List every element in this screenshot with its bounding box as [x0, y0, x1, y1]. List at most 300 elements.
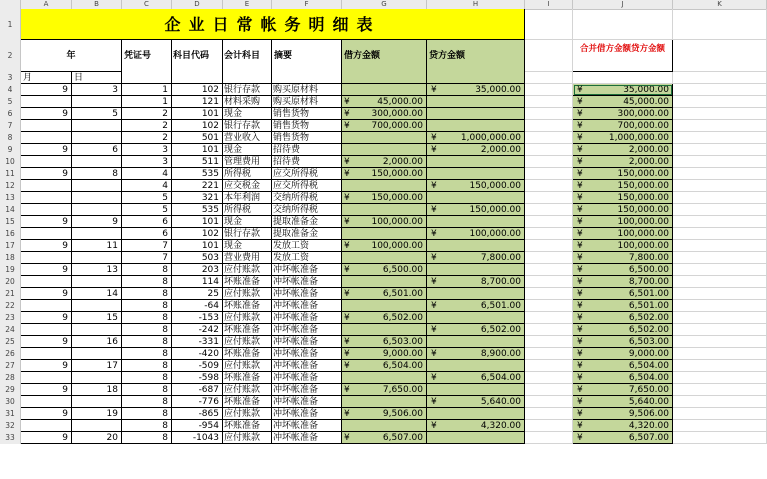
row-header-23[interactable]: 23 — [0, 312, 21, 324]
cell-voucher[interactable]: 4 — [122, 180, 172, 192]
cell-code[interactable]: -598 — [172, 372, 223, 384]
cell-credit[interactable] — [427, 276, 525, 288]
cell-debit[interactable] — [342, 204, 427, 216]
cell-credit[interactable] — [427, 360, 525, 372]
cell-i-header[interactable] — [525, 72, 573, 84]
cell-i[interactable] — [525, 348, 573, 360]
cell-month[interactable] — [21, 396, 72, 408]
cell-debit[interactable] — [342, 144, 427, 156]
cell-month[interactable] — [21, 156, 72, 168]
cell-voucher[interactable]: 7 — [122, 252, 172, 264]
cell-account[interactable]: 营业收入 — [223, 132, 272, 144]
cell-month[interactable] — [21, 324, 72, 336]
cell-summary[interactable]: 冲坏帐准备 — [272, 384, 342, 396]
cell-k[interactable] — [673, 216, 767, 228]
cell-account[interactable]: 所得税 — [223, 204, 272, 216]
cell-summary[interactable]: 冲坏帐准备 — [272, 348, 342, 360]
cell-summary[interactable]: 冲坏帐准备 — [272, 396, 342, 408]
cell-month[interactable]: 9 — [21, 84, 72, 96]
cell-month[interactable] — [21, 276, 72, 288]
cell-month[interactable]: 9 — [21, 264, 72, 276]
cell-debit[interactable] — [342, 276, 427, 288]
cell-k[interactable] — [673, 312, 767, 324]
cell-day[interactable] — [72, 156, 122, 168]
cell-k[interactable] — [673, 108, 767, 120]
cell-merged-result[interactable] — [573, 336, 673, 348]
cell-summary[interactable]: 冲坏帐准备 — [272, 432, 342, 444]
cell-account[interactable]: 应付账款 — [223, 336, 272, 348]
cell-i[interactable] — [525, 96, 573, 108]
cell-i[interactable] — [525, 312, 573, 324]
cell-credit[interactable] — [427, 288, 525, 300]
cell-account[interactable]: 应付账款 — [223, 432, 272, 444]
row-header-19[interactable]: 19 — [0, 264, 21, 276]
row-header-26[interactable]: 26 — [0, 348, 21, 360]
cell-debit[interactable] — [342, 300, 427, 312]
cell-account[interactable]: 本年利润 — [223, 192, 272, 204]
cell-account[interactable]: 应付账款 — [223, 288, 272, 300]
cell-credit[interactable] — [427, 384, 525, 396]
cell-credit[interactable] — [427, 252, 525, 264]
cell-i[interactable] — [525, 240, 573, 252]
cell-day[interactable] — [72, 372, 122, 384]
cell-code[interactable]: -153 — [172, 312, 223, 324]
cell-credit[interactable] — [427, 120, 525, 132]
cell-credit[interactable] — [427, 240, 525, 252]
cell-i[interactable] — [525, 300, 573, 312]
cell-k[interactable] — [673, 408, 767, 420]
cell-voucher[interactable]: 8 — [122, 384, 172, 396]
cell-account[interactable]: 现金 — [223, 216, 272, 228]
cell-month[interactable] — [21, 228, 72, 240]
cell-k[interactable] — [673, 180, 767, 192]
cell-month[interactable] — [21, 348, 72, 360]
row-header-6[interactable]: 6 — [0, 108, 21, 120]
cell-code[interactable]: 25 — [172, 288, 223, 300]
cell-day[interactable] — [72, 132, 122, 144]
cell-voucher[interactable]: 8 — [122, 276, 172, 288]
cell-credit[interactable] — [427, 432, 525, 444]
cell-i[interactable] — [525, 360, 573, 372]
cell-i[interactable] — [525, 204, 573, 216]
cell-credit[interactable] — [427, 180, 525, 192]
cell-voucher[interactable]: 8 — [122, 324, 172, 336]
cell-account[interactable]: 银行存款 — [223, 228, 272, 240]
column-header-g[interactable]: G — [342, 0, 427, 9]
cell-day[interactable]: 3 — [72, 84, 122, 96]
cell-merged-result[interactable] — [573, 240, 673, 252]
cell-credit[interactable] — [427, 264, 525, 276]
cell-summary[interactable]: 冲坏帐准备 — [272, 372, 342, 384]
cell-summary[interactable]: 冲坏帐准备 — [272, 276, 342, 288]
cell-merged-result[interactable] — [573, 276, 673, 288]
cell-account[interactable]: 坏账准备 — [223, 372, 272, 384]
cell-k[interactable] — [673, 192, 767, 204]
cell-debit[interactable] — [342, 384, 427, 396]
cell-i[interactable] — [525, 192, 573, 204]
cell-voucher[interactable]: 8 — [122, 372, 172, 384]
cell-day[interactable] — [72, 192, 122, 204]
cell-day[interactable] — [72, 276, 122, 288]
cell-day[interactable]: 20 — [72, 432, 122, 444]
cell-debit[interactable] — [342, 180, 427, 192]
cell-day[interactable] — [72, 120, 122, 132]
cell-code[interactable]: -509 — [172, 360, 223, 372]
cell-day[interactable]: 5 — [72, 108, 122, 120]
cell-day[interactable] — [72, 396, 122, 408]
row-header-5[interactable]: 5 — [0, 96, 21, 108]
cell-credit[interactable] — [427, 228, 525, 240]
cell-code[interactable]: 535 — [172, 168, 223, 180]
row-header-21[interactable]: 21 — [0, 288, 21, 300]
cell-summary[interactable]: 招待费 — [272, 156, 342, 168]
cell-voucher[interactable]: 8 — [122, 348, 172, 360]
cell-k[interactable] — [673, 336, 767, 348]
cell-summary[interactable]: 冲坏帐准备 — [272, 264, 342, 276]
cell-account[interactable]: 营业费用 — [223, 252, 272, 264]
cell-credit[interactable] — [427, 96, 525, 108]
cell-k[interactable] — [673, 300, 767, 312]
cell-credit[interactable] — [427, 336, 525, 348]
cell-voucher[interactable]: 6 — [122, 216, 172, 228]
cell-code[interactable]: 503 — [172, 252, 223, 264]
cell-voucher[interactable]: 3 — [122, 144, 172, 156]
cell-month[interactable] — [21, 180, 72, 192]
row-header-8[interactable]: 8 — [0, 132, 21, 144]
row-header-4[interactable]: 4 — [0, 84, 21, 96]
cell-debit[interactable] — [342, 312, 427, 324]
row-header-9[interactable]: 9 — [0, 144, 21, 156]
row-header-18[interactable]: 18 — [0, 252, 21, 264]
column-header-b[interactable]: B — [72, 0, 122, 9]
cell-voucher[interactable]: 8 — [122, 288, 172, 300]
cell-account[interactable]: 材料采购 — [223, 96, 272, 108]
cell-code[interactable]: 511 — [172, 156, 223, 168]
cell-day[interactable] — [72, 96, 122, 108]
cell-summary[interactable]: 交纳所得税 — [272, 204, 342, 216]
column-header-j[interactable]: J — [573, 0, 673, 9]
cell-voucher[interactable]: 8 — [122, 432, 172, 444]
row-header-32[interactable]: 32 — [0, 420, 21, 432]
cell-i[interactable] — [525, 408, 573, 420]
cell-code[interactable]: 101 — [172, 216, 223, 228]
cell-debit[interactable] — [342, 408, 427, 420]
cell-account[interactable]: 坏账准备 — [223, 396, 272, 408]
cell-i-header[interactable] — [525, 40, 573, 72]
cell-k[interactable] — [673, 120, 767, 132]
cell-merged-result[interactable] — [573, 384, 673, 396]
cell-k[interactable] — [673, 372, 767, 384]
cell-debit[interactable] — [342, 324, 427, 336]
cell-voucher[interactable]: 5 — [122, 192, 172, 204]
cell-credit[interactable] — [427, 324, 525, 336]
cell-month[interactable]: 9 — [21, 312, 72, 324]
cell-merged-result[interactable] — [573, 132, 673, 144]
cell-summary[interactable]: 冲坏帐准备 — [272, 312, 342, 324]
cell-summary[interactable]: 冲坏帐准备 — [272, 300, 342, 312]
cell-i[interactable] — [525, 252, 573, 264]
cell-account[interactable]: 管理费用 — [223, 156, 272, 168]
cell-debit[interactable] — [342, 252, 427, 264]
cell-month[interactable] — [21, 372, 72, 384]
column-header-k[interactable]: K — [673, 0, 767, 9]
cell-i[interactable] — [525, 276, 573, 288]
cell-voucher[interactable]: 1 — [122, 96, 172, 108]
cell-account[interactable]: 坏账准备 — [223, 276, 272, 288]
cell-account[interactable]: 坏账准备 — [223, 348, 272, 360]
cell-voucher[interactable]: 2 — [122, 108, 172, 120]
cell-i[interactable] — [525, 180, 573, 192]
cell-debit[interactable] — [342, 264, 427, 276]
cell-credit[interactable] — [427, 84, 525, 96]
cell-day[interactable]: 15 — [72, 312, 122, 324]
cell-code[interactable]: -776 — [172, 396, 223, 408]
cell-code[interactable]: -954 — [172, 420, 223, 432]
cell-summary[interactable]: 发放工资 — [272, 252, 342, 264]
cell-i[interactable] — [525, 120, 573, 132]
cell-code[interactable]: 102 — [172, 120, 223, 132]
cell-summary[interactable]: 冲坏帐准备 — [272, 360, 342, 372]
row-header-25[interactable]: 25 — [0, 336, 21, 348]
cell-credit[interactable] — [427, 408, 525, 420]
cell-code[interactable]: -865 — [172, 408, 223, 420]
row-header-12[interactable]: 12 — [0, 180, 21, 192]
cell-code[interactable]: -242 — [172, 324, 223, 336]
cell-voucher[interactable]: 4 — [122, 168, 172, 180]
cell-j1[interactable] — [573, 9, 673, 40]
sheet-title[interactable]: 企业日常帐务明细表 — [21, 9, 525, 40]
cell-voucher[interactable]: 8 — [122, 420, 172, 432]
cell-code[interactable]: 321 — [172, 192, 223, 204]
cell-k[interactable] — [673, 384, 767, 396]
cell-k[interactable] — [673, 288, 767, 300]
cell-k[interactable] — [673, 228, 767, 240]
cell-k[interactable] — [673, 204, 767, 216]
cell-merged-result[interactable] — [573, 192, 673, 204]
cell-code[interactable]: 114 — [172, 276, 223, 288]
row-header-28[interactable]: 28 — [0, 372, 21, 384]
cell-voucher[interactable]: 2 — [122, 120, 172, 132]
cell-month[interactable]: 9 — [21, 384, 72, 396]
cell-merged-result[interactable] — [573, 300, 673, 312]
cell-month[interactable] — [21, 204, 72, 216]
cell-k[interactable] — [673, 240, 767, 252]
cell-voucher[interactable]: 8 — [122, 336, 172, 348]
row-header-20[interactable]: 20 — [0, 276, 21, 288]
row-header-31[interactable]: 31 — [0, 408, 21, 420]
row-header-2[interactable]: 2 — [0, 40, 21, 72]
cell-credit[interactable] — [427, 300, 525, 312]
cell-account[interactable]: 应付账款 — [223, 312, 272, 324]
cell-debit[interactable] — [342, 288, 427, 300]
row-header-33[interactable]: 33 — [0, 432, 21, 444]
cell-i-header[interactable] — [525, 9, 573, 40]
column-header-a[interactable]: A — [21, 0, 72, 9]
cell-month[interactable]: 9 — [21, 240, 72, 252]
cell-voucher[interactable]: 8 — [122, 360, 172, 372]
row-header-7[interactable]: 7 — [0, 120, 21, 132]
cell-day[interactable] — [72, 228, 122, 240]
cell-day[interactable]: 11 — [72, 240, 122, 252]
cell-day[interactable]: 14 — [72, 288, 122, 300]
cell-day[interactable] — [72, 204, 122, 216]
cell-credit[interactable] — [427, 192, 525, 204]
cell-i[interactable] — [525, 432, 573, 444]
cell-j3[interactable] — [573, 72, 673, 84]
cell-summary[interactable]: 购买原材料 — [272, 84, 342, 96]
cell-account[interactable]: 应付账款 — [223, 264, 272, 276]
select-all-corner[interactable] — [0, 0, 21, 9]
cell-debit[interactable] — [342, 168, 427, 180]
cell-month[interactable] — [21, 120, 72, 132]
row-header-14[interactable]: 14 — [0, 204, 21, 216]
cell-account[interactable]: 应付账款 — [223, 360, 272, 372]
row-header-13[interactable]: 13 — [0, 192, 21, 204]
cell-debit[interactable] — [342, 240, 427, 252]
cell-account[interactable]: 应付账款 — [223, 408, 272, 420]
cell-debit[interactable] — [342, 96, 427, 108]
cell-summary[interactable]: 提取准备金 — [272, 228, 342, 240]
cell-k[interactable] — [673, 252, 767, 264]
cell-summary[interactable]: 冲坏帐准备 — [272, 336, 342, 348]
cell-code[interactable]: 101 — [172, 108, 223, 120]
cell-month[interactable]: 9 — [21, 336, 72, 348]
cell-month[interactable] — [21, 132, 72, 144]
cell-credit[interactable] — [427, 348, 525, 360]
cell-code[interactable]: 121 — [172, 96, 223, 108]
cell-i[interactable] — [525, 264, 573, 276]
cell-summary[interactable]: 冲坏帐准备 — [272, 408, 342, 420]
cell-voucher[interactable]: 2 — [122, 132, 172, 144]
cell-summary[interactable]: 提取准备金 — [272, 216, 342, 228]
cell-voucher[interactable]: 1 — [122, 84, 172, 96]
cell-i[interactable] — [525, 216, 573, 228]
cell-day[interactable]: 16 — [72, 336, 122, 348]
cell-k[interactable] — [673, 432, 767, 444]
cell-voucher[interactable]: 8 — [122, 300, 172, 312]
cell-debit[interactable] — [342, 432, 427, 444]
cell-month[interactable]: 9 — [21, 216, 72, 228]
cell-month[interactable] — [21, 96, 72, 108]
cell-i[interactable] — [525, 108, 573, 120]
cell-i[interactable] — [525, 228, 573, 240]
cell-k[interactable] — [673, 264, 767, 276]
cell-credit[interactable] — [427, 108, 525, 120]
cell-month[interactable]: 9 — [21, 144, 72, 156]
cell-month[interactable] — [21, 192, 72, 204]
cell-summary[interactable]: 销售货物 — [272, 108, 342, 120]
column-header-h[interactable]: H — [427, 0, 525, 9]
cell-credit[interactable] — [427, 168, 525, 180]
cell-merged-result[interactable] — [573, 432, 673, 444]
cell-account[interactable]: 现金 — [223, 240, 272, 252]
row-header-16[interactable]: 16 — [0, 228, 21, 240]
cell-code[interactable]: -331 — [172, 336, 223, 348]
cell-month[interactable] — [21, 252, 72, 264]
cell-merged-result[interactable] — [573, 228, 673, 240]
cell-day[interactable] — [72, 324, 122, 336]
cell-code[interactable]: 501 — [172, 132, 223, 144]
cell-debit[interactable] — [342, 216, 427, 228]
cell-month[interactable] — [21, 300, 72, 312]
cell-k[interactable] — [673, 168, 767, 180]
cell-account[interactable]: 坏账准备 — [223, 420, 272, 432]
cell-merged-result[interactable] — [573, 144, 673, 156]
cell-k[interactable] — [673, 396, 767, 408]
cell-k[interactable] — [673, 276, 767, 288]
cell-day[interactable]: 18 — [72, 384, 122, 396]
row-header-24[interactable]: 24 — [0, 324, 21, 336]
cell-i[interactable] — [525, 396, 573, 408]
cell-debit[interactable] — [342, 132, 427, 144]
cell-day[interactable]: 13 — [72, 264, 122, 276]
cell-summary[interactable]: 销售货物 — [272, 120, 342, 132]
cell-k-header[interactable] — [673, 9, 767, 40]
cell-debit[interactable] — [342, 396, 427, 408]
cell-i[interactable] — [525, 84, 573, 96]
cell-merged-result[interactable] — [573, 312, 673, 324]
cell-account[interactable]: 所得税 — [223, 168, 272, 180]
cell-day[interactable] — [72, 252, 122, 264]
cell-month[interactable]: 9 — [21, 108, 72, 120]
row-header-29[interactable]: 29 — [0, 384, 21, 396]
cell-merged-result[interactable] — [573, 168, 673, 180]
cell-merged-result[interactable] — [573, 348, 673, 360]
cell-merged-result[interactable] — [573, 120, 673, 132]
cell-merged-result[interactable] — [573, 360, 673, 372]
cell-day[interactable]: 8 — [72, 168, 122, 180]
cell-code[interactable]: 101 — [172, 144, 223, 156]
row-header-15[interactable]: 15 — [0, 216, 21, 228]
row-header-27[interactable]: 27 — [0, 360, 21, 372]
cell-merged-result[interactable] — [573, 204, 673, 216]
cell-summary[interactable]: 购买原材料 — [272, 96, 342, 108]
cell-account[interactable]: 银行存款 — [223, 120, 272, 132]
cell-code[interactable]: 102 — [172, 228, 223, 240]
cell-merged-result[interactable] — [573, 264, 673, 276]
cell-account[interactable]: 坏账准备 — [223, 300, 272, 312]
cell-voucher[interactable]: 6 — [122, 228, 172, 240]
cell-code[interactable]: 203 — [172, 264, 223, 276]
cell-i[interactable] — [525, 144, 573, 156]
cell-summary[interactable]: 冲坏帐准备 — [272, 420, 342, 432]
cell-merged-result[interactable] — [573, 180, 673, 192]
cell-day[interactable] — [72, 300, 122, 312]
cell-merged-result[interactable] — [573, 408, 673, 420]
column-header-d[interactable]: D — [172, 0, 223, 9]
cell-merged-result[interactable] — [573, 108, 673, 120]
cell-summary[interactable]: 应交所得税 — [272, 180, 342, 192]
cell-k[interactable] — [673, 144, 767, 156]
cell-debit[interactable] — [342, 336, 427, 348]
cell-merged-result[interactable] — [573, 216, 673, 228]
cell-account[interactable]: 坏账准备 — [223, 324, 272, 336]
cell-day[interactable]: 6 — [72, 144, 122, 156]
cell-credit[interactable] — [427, 312, 525, 324]
cell-debit[interactable] — [342, 120, 427, 132]
cell-day[interactable] — [72, 348, 122, 360]
cell-debit[interactable] — [342, 420, 427, 432]
cell-voucher[interactable]: 7 — [122, 240, 172, 252]
cell-code[interactable]: -1043 — [172, 432, 223, 444]
cell-summary[interactable]: 招待费 — [272, 144, 342, 156]
row-header-30[interactable]: 30 — [0, 396, 21, 408]
cell-month[interactable]: 9 — [21, 432, 72, 444]
cell-i[interactable] — [525, 288, 573, 300]
cell-voucher[interactable]: 8 — [122, 312, 172, 324]
cell-summary[interactable]: 发放工资 — [272, 240, 342, 252]
cell-credit[interactable] — [427, 372, 525, 384]
